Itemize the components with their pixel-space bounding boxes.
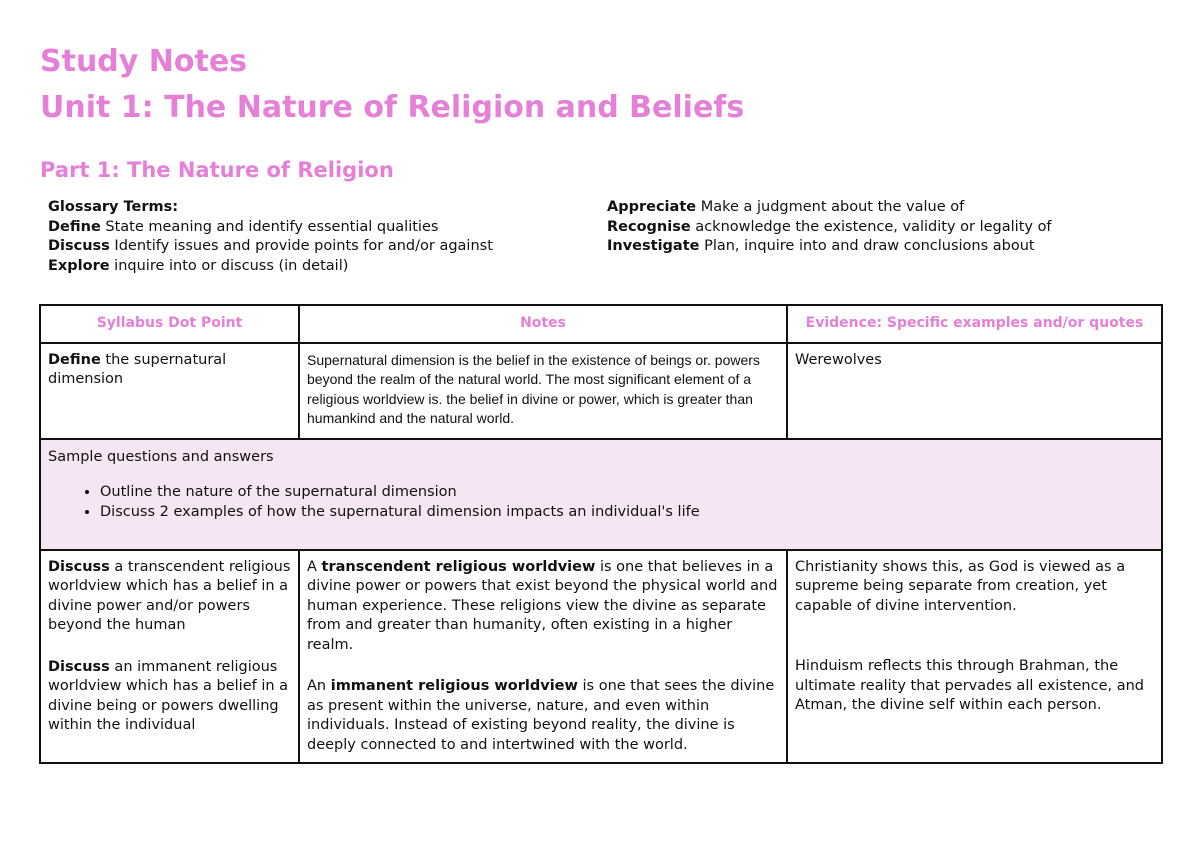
list-item: • Discuss 2 examples of how the supernatural dimension impacts an individual's life bbox=[100, 503, 1154, 523]
notes-table bbox=[39, 304, 1163, 764]
dot-point-cell bbox=[40, 550, 299, 764]
table-row bbox=[40, 343, 1162, 439]
column-header-dot-point: Syllabus Dot Point bbox=[40, 305, 299, 343]
part-title: Part 1: The Nature of Religion bbox=[40, 158, 394, 182]
table-header-row bbox=[40, 305, 1162, 343]
glossary-heading: Glossary Terms: bbox=[48, 199, 179, 215]
glossary-item: Appreciate Make a judgment about the value of bbox=[607, 199, 965, 215]
glossary-item: Explore inquire into or discuss (in detail) bbox=[48, 257, 349, 274]
evidence-cell: Werewolves bbox=[787, 343, 1162, 439]
unit-title: Unit 1: The Nature of Religion and Beliefs bbox=[40, 90, 745, 125]
notes-transcendent: A transcendent religious worldview is one that believes in a divine power or powers that exist beyond the physical world and human experience. These religions view the divine as separate from and greater than humanity, often existing in a higher realm. bbox=[307, 558, 778, 653]
column-header-notes: Notes bbox=[299, 305, 787, 343]
list-item: • Outline the nature of the supernatural dimension bbox=[100, 483, 1154, 503]
sample-questions-heading: Sample questions and answers bbox=[48, 448, 274, 465]
glossary-item: Investigate Plan, inquire into and draw conclusions about bbox=[607, 238, 1035, 254]
dot-point-transcendent: Discuss a transcendent religious worldview which has a belief in a divine power and/or powers beyond the human bbox=[48, 558, 291, 633]
table-row bbox=[40, 550, 1162, 764]
notes-cell bbox=[299, 550, 787, 764]
notes-immanent: An immanent religious worldview is one that sees the divine as present within the universe, nature, and even within individuals. Instead of existing beyond reality, the divine is deeply connected to and intertwined with the world. bbox=[307, 678, 775, 753]
sample-questions-cell bbox=[40, 439, 1162, 550]
evidence-transcendent: Christianity shows this, as God is viewed as a supreme being separate from creation, yet capable of divine intervention. bbox=[795, 558, 1126, 614]
glossary-right bbox=[607, 198, 1052, 257]
sample-questions-row bbox=[40, 439, 1162, 550]
sample-questions-list bbox=[48, 483, 1154, 522]
column-header-evidence: Evidence: Specific examples and/or quotes bbox=[787, 305, 1162, 343]
dot-point-immanent: Discuss an immanent religious worldview which has a belief in a divine being or powers dwelling within the individual bbox=[48, 658, 289, 733]
glossary-item: Discuss Identify issues and provide points for and/or against bbox=[48, 238, 493, 254]
notes-cell: Supernatural dimension is the belief in the existence of beings or. powers beyond the realm of the natural world. The most significant element of a religious worldview is. the belief in divine or power, which is greater than humankind and the natural world. bbox=[299, 343, 787, 439]
glossary-left bbox=[48, 198, 493, 276]
evidence-immanent: Hinduism reflects this through Brahman, the ultimate reality that pervades all existence, and Atman, the divine self within each person. bbox=[795, 658, 1145, 713]
glossary-item: Define State meaning and identify essential qualities bbox=[48, 218, 439, 235]
page-title: Study Notes bbox=[40, 44, 248, 79]
evidence-cell bbox=[787, 550, 1162, 764]
dot-point-cell: Define the supernatural dimension bbox=[40, 343, 299, 439]
glossary-item: Recognise acknowledge the existence, validity or legality of bbox=[607, 218, 1052, 235]
